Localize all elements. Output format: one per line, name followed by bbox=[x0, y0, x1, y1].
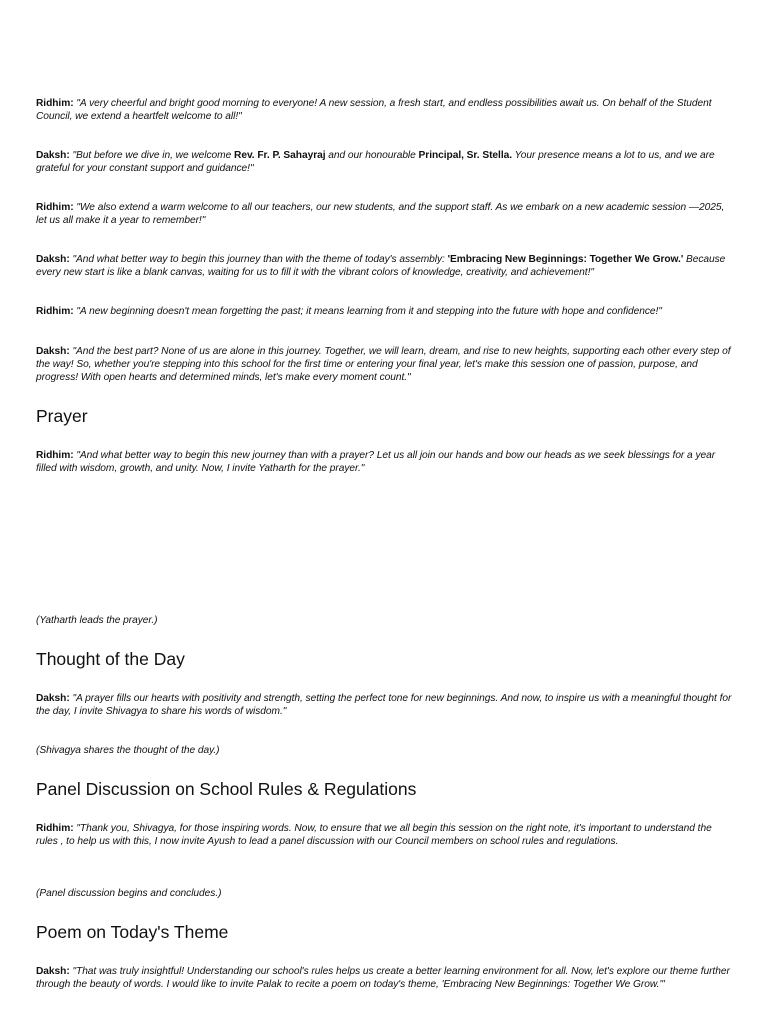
paragraph-daksh-thought bbox=[36, 693, 736, 719]
dialogue-text: "Thank you, Shivagya, for those inspiring words. Now, to ensure that we all begin this session on the right note, it's important to understand the rules , to help us with this, I now invite Ayush to lead a panel discussion with our Council members on school rules and regulations. bbox=[36, 823, 712, 847]
heading-prayer: Prayer bbox=[36, 406, 88, 426]
paragraph-daksh-guests bbox=[36, 150, 736, 176]
speaker-label: Ridhim: bbox=[36, 823, 74, 834]
speaker-label: Ridhim: bbox=[36, 450, 74, 461]
dialogue-text: "But before we dive in, we welcome bbox=[69, 150, 235, 161]
assembly-theme: 'Embracing New Beginnings: Together We Grow.' bbox=[447, 254, 684, 265]
heading-panel-discussion: Panel Discussion on School Rules & Regulations bbox=[36, 779, 417, 799]
speaker-label: Ridhim: bbox=[36, 98, 74, 109]
paragraph-daksh-poem bbox=[36, 966, 736, 992]
dialogue-text: and our honourable bbox=[325, 150, 419, 161]
heading-thought-of-the-day: Thought of the Day bbox=[36, 649, 185, 669]
paragraph-daksh-together bbox=[36, 346, 736, 385]
paragraph-ridhim-prayer bbox=[36, 450, 736, 476]
dialogue-text: "And what better way to begin this new journey than with a prayer? Let us all join our hands and bow our heads as we seek blessings for a year filled with wisdom, growth, and unity. Now, I invite Yatharth for the prayer." bbox=[36, 450, 716, 474]
dialogue-text: "That was truly insightful! Understanding our school's rules helps us create a better learning environment for all. Now, let's explore our theme further through the beauty of words. I would like to invite Palak to recite a poem on today's theme, 'Embracing New Beginnings: Together We Grow.'" bbox=[36, 966, 730, 990]
speaker-label: Daksh: bbox=[36, 254, 70, 265]
stage-direction-panel: (Panel discussion begins and concludes.) bbox=[36, 888, 222, 899]
paragraph-ridhim-teachers bbox=[36, 202, 736, 228]
dialogue-text: "And what better way to begin this journey than with the theme of today's assembly: bbox=[69, 254, 448, 265]
speaker-label: Daksh: bbox=[36, 150, 70, 161]
dialogue-text: "We also extend a warm welcome to all our teachers, our new students, and the support staff. As we embark on a new academic session —2025, let us all make it a year to remember!" bbox=[36, 202, 725, 226]
stage-direction-prayer: (Yatharth leads the prayer.) bbox=[36, 615, 158, 626]
speaker-label: Daksh: bbox=[36, 693, 70, 704]
speaker-label: Daksh: bbox=[36, 966, 70, 977]
paragraph-daksh-theme bbox=[36, 254, 736, 280]
paragraph-ridhim-rules bbox=[36, 823, 736, 849]
dialogue-text: Your presence means a lot to us, and we are grateful for your constant support and guidance!" bbox=[36, 150, 715, 174]
dialogue-text: Because every new start is like a blank canvas, waiting for us to fill it with the vibrant colors of knowledge, creativity, and achievement!" bbox=[36, 254, 726, 278]
dialogue-text: "And the best part? None of us are alone in this journey. Together, we will learn, dream, and rise to new heights, supporting each other every step of the way! So, whether you're stepping into this school for the first time or entering your final year, let's make this session one of passion, purpose, and progress! With open hearts and determined minds, let's make every moment count." bbox=[36, 346, 731, 383]
guest-name: Rev. Fr. P. Sahayraj bbox=[234, 150, 326, 161]
dialogue-text: "A new beginning doesn't mean forgetting the past; it means learning from it and stepping into the future with hope and confidence!" bbox=[73, 306, 662, 317]
speaker-label: Ridhim: bbox=[36, 202, 74, 213]
paragraph-ridhim-beginning bbox=[36, 306, 736, 319]
heading-poem: Poem on Today's Theme bbox=[36, 922, 229, 942]
speaker-label: Daksh: bbox=[36, 346, 70, 357]
principal-name: Principal, Sr. Stella. bbox=[418, 150, 513, 161]
dialogue-text: "A prayer fills our hearts with positivity and strength, setting the perfect tone for new beginnings. And now, to inspire us with a meaningful thought for the day, I invite Shivagya to share his words of wisdom." bbox=[36, 693, 732, 717]
dialogue-text: "A very cheerful and bright good morning to everyone! A new session, a fresh start, and endless possibilities await us. On behalf of the Student Council, we extend a heartfelt welcome to all!" bbox=[36, 98, 712, 122]
stage-direction-thought: (Shivagya shares the thought of the day.) bbox=[36, 745, 220, 756]
speaker-label: Ridhim: bbox=[36, 306, 74, 317]
paragraph-ridhim-welcome bbox=[36, 98, 736, 124]
